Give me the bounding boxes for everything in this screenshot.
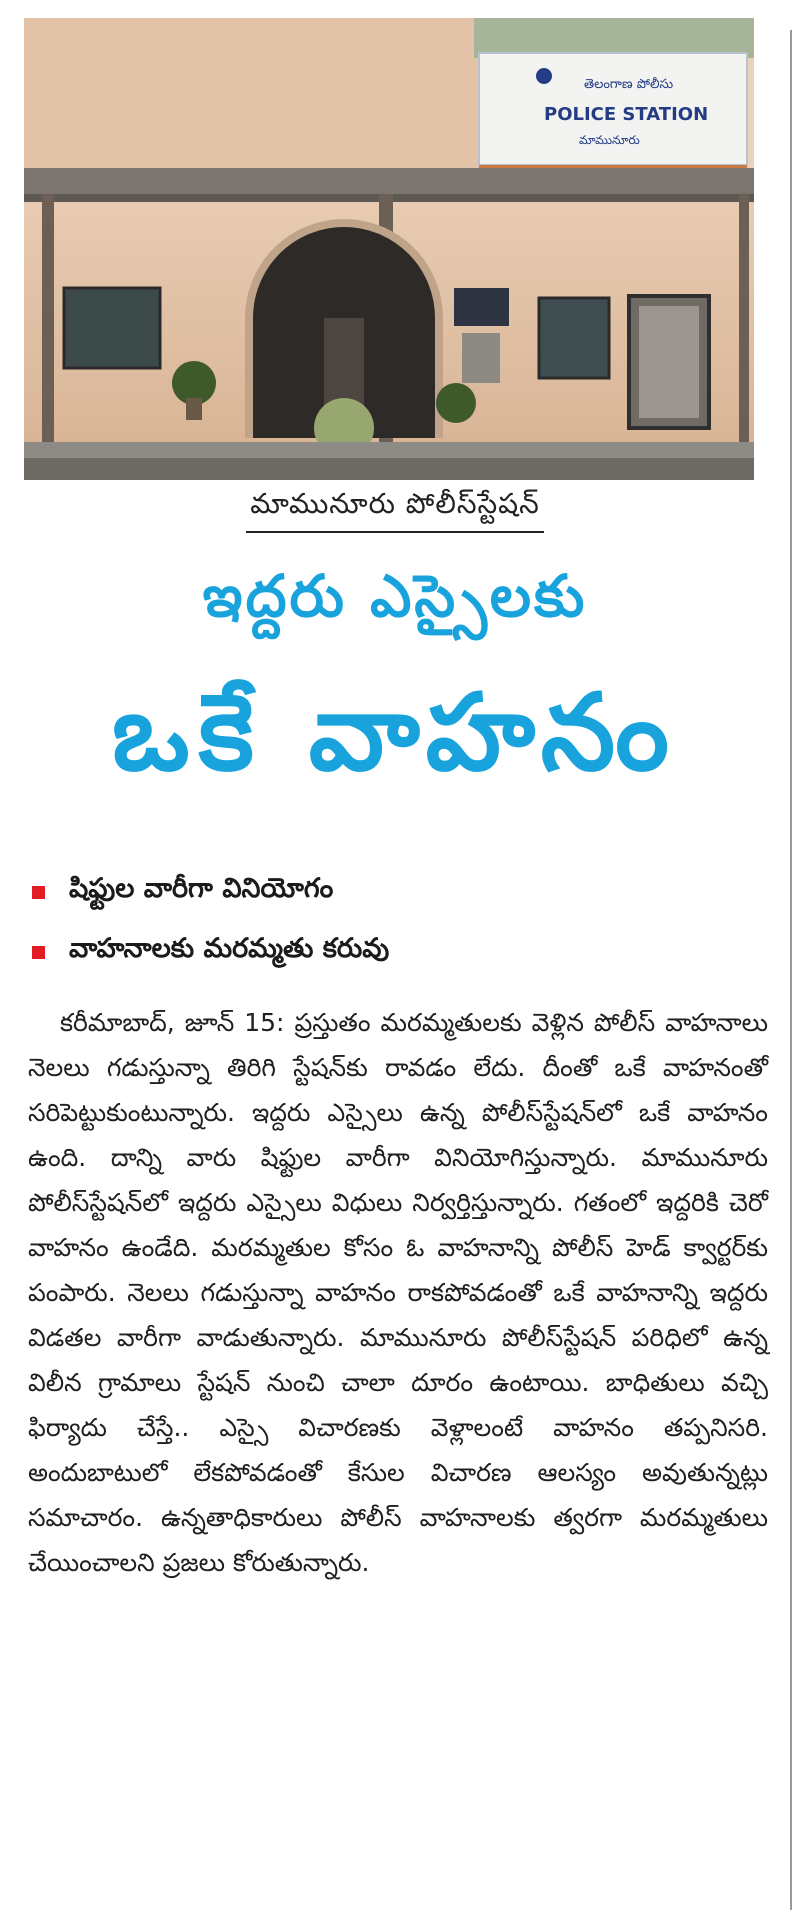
police-station-photo <box>24 18 754 480</box>
police-station-sign <box>479 53 747 165</box>
article-body: కరీమాబాద్, జూన్ 15: ప్రస్తుతం మరమ్మతులకు వెళ్లిన పోలీస్ వాహనాలు నెలలు గడుస్తున్నా తిరిగి స్టేషన్‌కు రావడం లేదు. దీంతో ఒకే వాహనంతో సరిపెట్టుకుంటున్నారు. ఇద్దరు ఎస్సైలు ఉన్న పోలీస్‌స్టేషన్‌లో ఒకే వాహనం ఉంది. దాన్ని వారు షిఫ్టుల వారీగా వినియోగిస్తున్నారు. మామునూరు పోలీస్‌స్టేషన్‌లో ఇద్దరు ఎస్సైలు విధులు నిర్వర్తిస్తున్నారు. గతంలో ఇద్దరికి చెరో వాహనం ఉండేది. మరమ్మతుల కోసం ఓ వాహనాన్ని పోలీస్ హెడ్ క్వార్టర్‌కు పంపారు. నెలలు గడుస్తున్నా వాహనం రాకపోవడంతో ఒకే వాహనాన్ని ఇద్దరు విడతల వారీగా వాడుతున్నారు. మామునూరు పోలీస్‌స్టేషన్ పరిధిలో ఉన్న విలీన గ్రామాలు స్టేషన్ నుంచి చాలా దూరం ఉంటాయి. బాధితులు వచ్చి ఫిర్యాదు చేస్తే.. ఎస్సై విచారణకు వెళ్లాలంటే వాహనం తప్పనిసరి. అందుబాటులో లేకపోవడంతో కేసుల విచారణ ఆలస్యం అవుతున్నట్లు సమాచారం. ఉన్నతాధికారులు పోలీస్ వాహనాలకు త్వరగా మరమ్మతులు చేయించాలని ప్రజలు కోరుతున్నారు. <box>28 1008 768 1577</box>
bullet-text: షిఫ్టుల వారీగా వినియోగం <box>69 873 334 904</box>
headline-deck: ఇద్దరు ఎస్సైలకు <box>202 562 588 630</box>
main-headline: ఒకే వాహనం <box>112 671 678 794</box>
bullet-item <box>28 922 768 982</box>
sign-line-3: మామునూరు <box>579 133 640 147</box>
highlight-bullets <box>28 862 768 982</box>
column-rule <box>790 30 792 1910</box>
sign-line-1: తెలంగాణ పోలీసు <box>584 77 674 92</box>
red-square-bullet-icon <box>32 946 45 959</box>
sign-line-2: POLICE STATION <box>544 104 709 125</box>
kicker-station-name <box>0 487 790 533</box>
kicker-text: మామునూరు పోలీస్‌స్టేషన్ <box>246 487 544 533</box>
bullet-item <box>28 862 768 922</box>
bullet-text: వాహనాలకు మరమ్మతు కరువు <box>69 933 390 964</box>
red-square-bullet-icon <box>32 886 45 899</box>
